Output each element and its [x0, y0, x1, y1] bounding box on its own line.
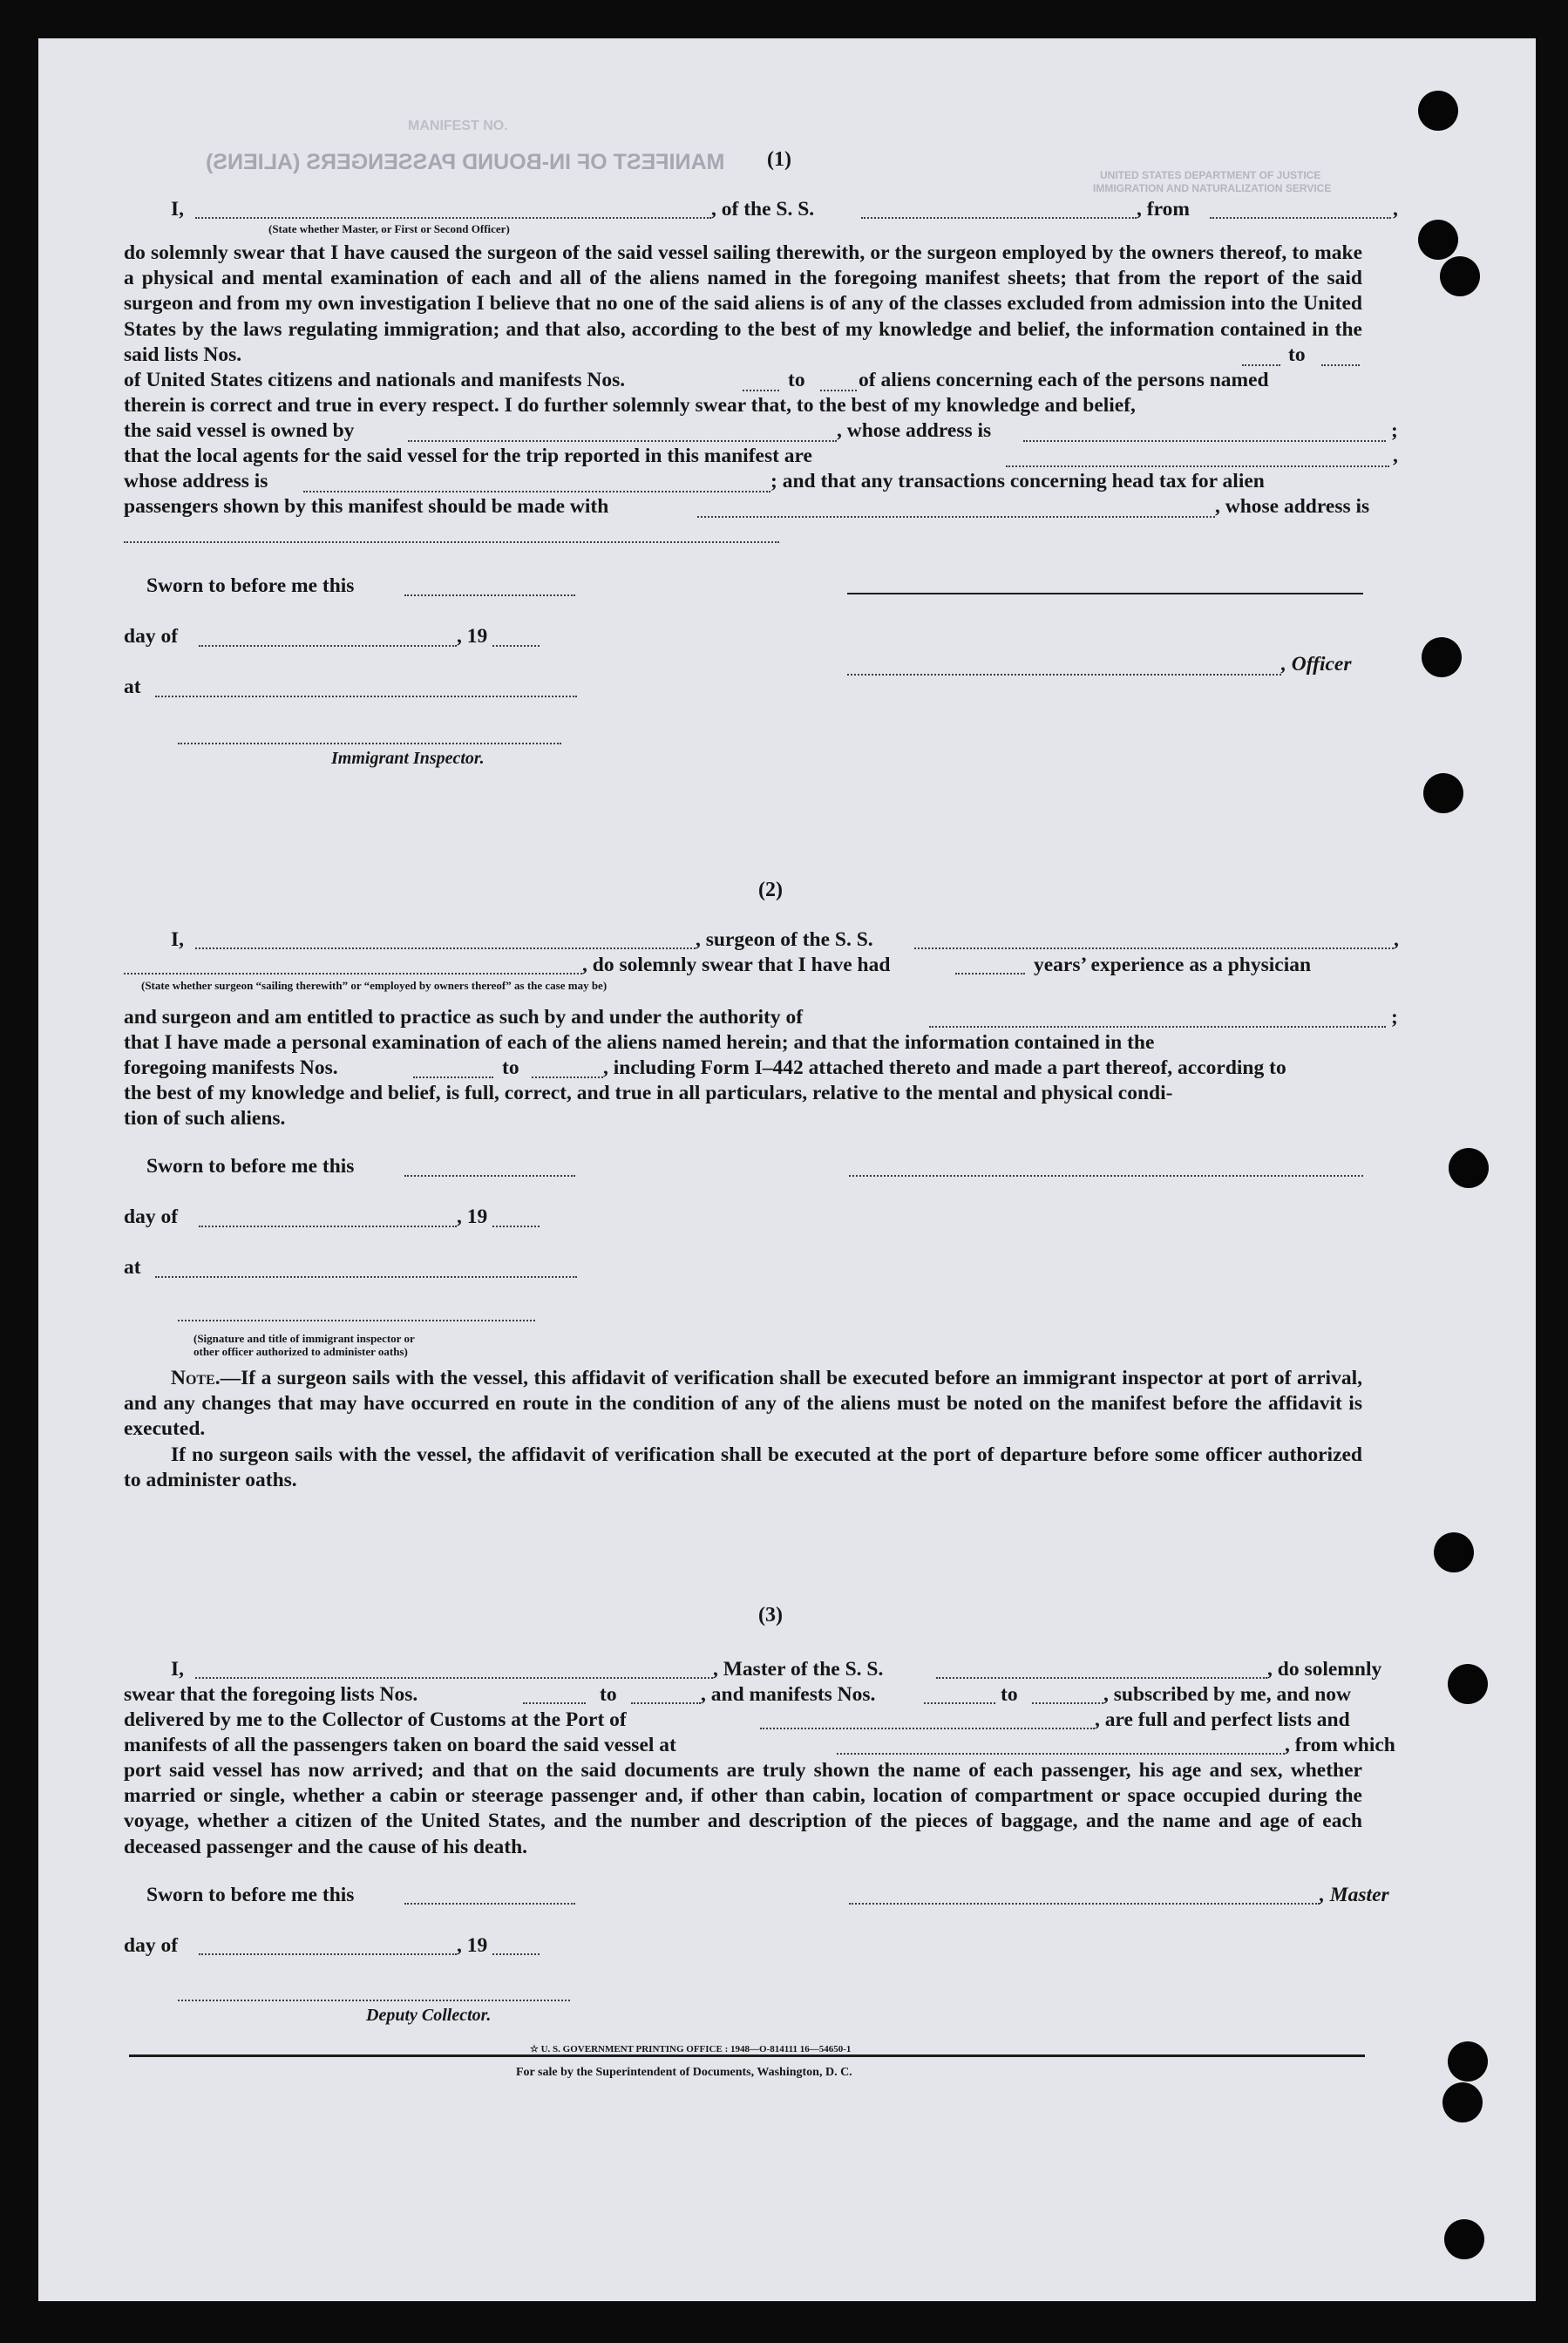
s2-status-sub-caption: (State whether surgeon “sailing therewith” or “employed by owners thereof” as the case may be) — [141, 979, 608, 992]
s1-officer-blank[interactable] — [195, 217, 711, 219]
s1-officer-caption: , Officer — [1281, 653, 1352, 676]
ghost-dept-line-2: IMMIGRATION AND NATURALIZATION SERVICE — [1093, 182, 1332, 194]
s3-ship-name-blank[interactable] — [936, 1677, 1267, 1679]
s2-year-label: , 19 — [457, 1205, 488, 1228]
s3-master-signature-blank[interactable] — [849, 1903, 1320, 1905]
s3-swear-to2-label: to — [1001, 1683, 1018, 1706]
s1-at-place-blank[interactable] — [155, 696, 577, 697]
s2-sailing-status-blank[interactable] — [124, 973, 582, 975]
s2-including-label: , including Form I–442 attached thereto and made a part thereof, according to — [603, 1056, 1286, 1079]
s1-agents-comma: , — [1393, 445, 1398, 467]
s2-foregoing-to-label: to — [502, 1056, 519, 1079]
s3-manifests-all-label: manifests of all the passengers taken on board the said vessel at — [124, 1734, 676, 1756]
s1-agents-address-label: whose address is — [124, 470, 268, 492]
binder-hole — [1422, 637, 1462, 677]
s3-body-paragraph: port said vessel has now arrived; and that on the said documents are truly shown the name of each passenger, his age and sex, whether married or single, whether a cabin or steerage passenger and, if other than cabin, location of compartment or space occupied during the voyage, whether a citizen of the United States, and the number and description of the pieces of baggage, and the name and age of each deceased passenger and the cause of his death. — [124, 1759, 1362, 1858]
s3-master-name-blank[interactable] — [195, 1677, 713, 1679]
s2-such-line: tion of such aliens. — [124, 1107, 286, 1130]
s1-from-label: , from — [1137, 198, 1190, 221]
s3-manifests-to-blank[interactable] — [1032, 1702, 1103, 1704]
form-page — [38, 38, 1536, 2301]
s2-note2-paragraph: If no surgeon sails with the vessel, the affidavit of verification shall be executed at the port of departure before some officer authorized to administer oaths. — [124, 1443, 1362, 1492]
s1-owned-by-label: the said vessel is owned by — [124, 419, 355, 442]
gpo-imprint: ☆ U. S. GOVERNMENT PRINTING OFFICE : 1948—O-814111 16—54650-1 — [530, 2044, 852, 2054]
ghost-manifest-no: MANIFEST NO. — [408, 119, 508, 133]
s2-examination-line: that I have made a personal examination of each of the aliens named herein; and that the information contained in the — [124, 1031, 1155, 1054]
s1-nationals-to-label: to — [788, 369, 805, 391]
s3-i-label: I, — [171, 1658, 185, 1681]
s1-month-blank[interactable] — [199, 645, 457, 647]
s3-master-caption: , Master — [1320, 1884, 1389, 1906]
section-3-number: (3) — [758, 1604, 783, 1627]
s3-boarded-port-blank[interactable] — [837, 1753, 1285, 1755]
s3-month-blank[interactable] — [199, 1953, 457, 1955]
s1-lists-to-blank[interactable] — [1321, 364, 1360, 366]
s3-sworn-label: Sworn to before me this — [146, 1884, 355, 1906]
s2-note-paragraph — [124, 1366, 1362, 1443]
s1-nationals-to-blank[interactable] — [820, 390, 857, 391]
s3-delivered-label: delivered by me to the Collector of Customs at the Port of — [124, 1708, 627, 1731]
s2-foregoing-label: foregoing manifests Nos. — [124, 1056, 338, 1079]
s1-owner-address-label: , whose address is — [837, 419, 992, 442]
s2-surgeon-signature-blank[interactable] — [849, 1175, 1363, 1177]
s2-note-label: Note. — [171, 1367, 221, 1389]
s1-line1-comma: , — [1393, 198, 1398, 221]
s3-lists-to-blank[interactable] — [631, 1702, 701, 1704]
s3-manifests-label: , and manifests Nos. — [701, 1683, 876, 1706]
s1-nationals-label: of United States citizens and nationals and manifests Nos. — [124, 369, 626, 391]
s2-ship-name-blank[interactable] — [914, 947, 1394, 949]
ghost-dept-line-1: UNITED STATES DEPARTMENT OF JUSTICE — [1100, 169, 1321, 181]
s1-passengers-address-blank[interactable] — [124, 541, 779, 543]
s2-sworn-date-blank[interactable] — [404, 1175, 575, 1177]
s1-agents-blank[interactable] — [1006, 465, 1389, 467]
s1-inspector-signature-line[interactable] — [178, 743, 561, 744]
binder-hole — [1449, 1148, 1489, 1188]
for-sale-imprint: For sale by the Superintendent of Documents, Washington, D. C. — [516, 2066, 852, 2079]
s2-note-text: —If a surgeon sails with the vessel, this affidavit of verification shall be executed before an immigrant inspector at port of arrival, and any changes that may have occurred en route in the condition of any of the aliens must be noted on the manifest before the affidavit is executed. — [124, 1367, 1362, 1441]
s1-nationals-from-blank[interactable] — [743, 390, 779, 391]
s2-surgeon-name-blank[interactable] — [195, 947, 696, 949]
binder-hole — [1448, 1664, 1488, 1704]
s3-swear-label: swear that the foregoing lists Nos. — [124, 1683, 418, 1706]
ghost-bleed-title: MANIFEST OF IN-BOUND PASSENGERS (ALIENS) — [206, 150, 725, 174]
s1-of-ss-label: , of the S. S. — [711, 198, 815, 221]
s1-head-tax-label: ; and that any transactions concerning head tax for alien — [770, 470, 1265, 492]
s3-deputy-caption: Deputy Collector. — [366, 2006, 492, 2025]
s1-officer-sub-caption: (State whether Master, or First or Second Officer) — [268, 222, 510, 235]
s3-year-blank[interactable] — [492, 1953, 540, 1955]
s2-at-label: at — [124, 1256, 141, 1279]
s1-head-tax-agent-blank[interactable] — [697, 516, 1215, 518]
s2-line1-comma: , — [1394, 928, 1399, 951]
s3-day-of-label: day of — [124, 1934, 179, 1957]
s1-i-label: I, — [171, 198, 185, 221]
s3-master-of-label: , Master of the S. S. — [713, 1658, 884, 1681]
s1-owner-address-blank[interactable] — [1023, 440, 1386, 442]
binder-hole — [1440, 256, 1480, 296]
s3-port-blank[interactable] — [760, 1728, 1095, 1729]
s1-agents-label: that the local agents for the said vessel for the trip reported in this manifest are — [124, 445, 812, 467]
s1-officer-name-blank[interactable] — [847, 674, 1281, 676]
s3-swear-to-label: to — [600, 1683, 617, 1706]
s1-ship-name-blank[interactable] — [861, 217, 1137, 219]
binder-hole — [1442, 2082, 1483, 2122]
s1-agents-address-blank[interactable] — [303, 491, 770, 492]
s1-officer-signature-line[interactable] — [847, 593, 1363, 594]
binder-hole — [1448, 2041, 1488, 2082]
s1-passengers-label: passengers shown by this manifest should be made with — [124, 495, 609, 518]
s2-i-label: I, — [171, 928, 185, 951]
s3-perfect-lists-label: , are full and perfect lists and — [1095, 1708, 1350, 1731]
s1-passengers-address-label: , whose address is — [1215, 495, 1370, 518]
s2-month-blank[interactable] — [199, 1226, 457, 1227]
binder-hole — [1444, 2219, 1484, 2259]
s2-best-line: the best of my knowledge and belief, is full, correct, and true in all particulars, relative to the mental and physical condi- — [124, 1082, 1173, 1104]
s3-lists-from-blank[interactable] — [523, 1702, 586, 1704]
s2-signature-caption-1: (Signature and title of immigrant inspector or — [193, 1332, 415, 1345]
s3-year-label: , 19 — [457, 1934, 488, 1957]
s2-manifests-to-blank[interactable] — [532, 1076, 603, 1078]
section-1-number: (1) — [767, 148, 791, 171]
s1-year-blank[interactable] — [492, 645, 540, 647]
s1-from-port-blank[interactable] — [1210, 217, 1391, 219]
s2-day-of-label: day of — [124, 1205, 179, 1228]
s2-inspector-signature-line[interactable] — [178, 1320, 535, 1321]
s2-signature-caption-2: other officer authorized to administer oaths) — [193, 1345, 408, 1358]
s2-years-blank[interactable] — [955, 973, 1025, 975]
s3-from-which-label: , from which — [1285, 1734, 1395, 1756]
s1-day-of-label: day of — [124, 625, 179, 648]
s3-manifests-from-blank[interactable] — [924, 1702, 995, 1704]
section-2-number: (2) — [758, 879, 783, 901]
binder-hole — [1418, 91, 1458, 131]
s1-owner-blank[interactable] — [408, 440, 837, 442]
s1-correct-line: therein is correct and true in every respect. I do further solemnly swear that, to the best of my knowledge and belief, — [124, 394, 1136, 417]
s1-lists-to-label: to — [1288, 343, 1306, 366]
s2-years-label: years’ experience as a physician — [1034, 954, 1312, 976]
s2-authority-blank[interactable] — [929, 1026, 1386, 1028]
s1-owner-semicolon: ; — [1391, 419, 1398, 442]
s3-collector-signature-line[interactable] — [178, 2000, 570, 2001]
binder-hole — [1418, 220, 1458, 260]
s3-subscribed-label: , subscribed by me, and now — [1103, 1683, 1352, 1706]
s1-year-label: , 19 — [457, 625, 488, 648]
s1-at-label: at — [124, 676, 141, 698]
s2-sworn-label: Sworn to before me this — [146, 1155, 355, 1178]
s2-solemnly-label: , do solemnly swear that I have had — [582, 954, 891, 976]
s2-authority-label: and surgeon and am entitled to practice as such by and under the authority of — [124, 1006, 804, 1029]
s3-sworn-date-blank[interactable] — [404, 1903, 575, 1905]
s1-oath-body: do solemnly swear that I have caused the surgeon of the said vessel sailing therewith, or the surgeon employed by the owners thereof, to make a physical and mental examination of each and all of the aliens named in the foregoing manifest sheets; that from the report of the said surgeon and from my own investigation I believe that no one of the said aliens is of any of the classes excluded from admission into the United States by the laws regulating immigration; and that also, according to the best of my knowledge and belief, the information contained in the said lists Nos. — [124, 241, 1362, 366]
s1-aliens-label: of aliens concerning each of the persons named — [859, 369, 1269, 391]
binder-hole — [1434, 1532, 1474, 1572]
s1-inspector-caption: Immigrant Inspector. — [331, 749, 485, 768]
s2-surgeon-of-label: , surgeon of the S. S. — [696, 928, 873, 951]
footer-rule — [129, 2054, 1365, 2057]
s3-solemnly-label: , do solemnly — [1267, 1658, 1382, 1681]
binder-hole — [1423, 773, 1463, 813]
s2-year-blank[interactable] — [492, 1226, 540, 1227]
s2-authority-semicolon: ; — [1391, 1006, 1398, 1029]
s1-sworn-date-blank[interactable] — [404, 594, 575, 596]
s1-lists-from-blank[interactable] — [1242, 364, 1280, 366]
s2-manifests-from-blank[interactable] — [413, 1076, 493, 1078]
s1-sworn-label: Sworn to before me this — [146, 574, 355, 597]
s2-at-place-blank[interactable] — [155, 1276, 577, 1278]
